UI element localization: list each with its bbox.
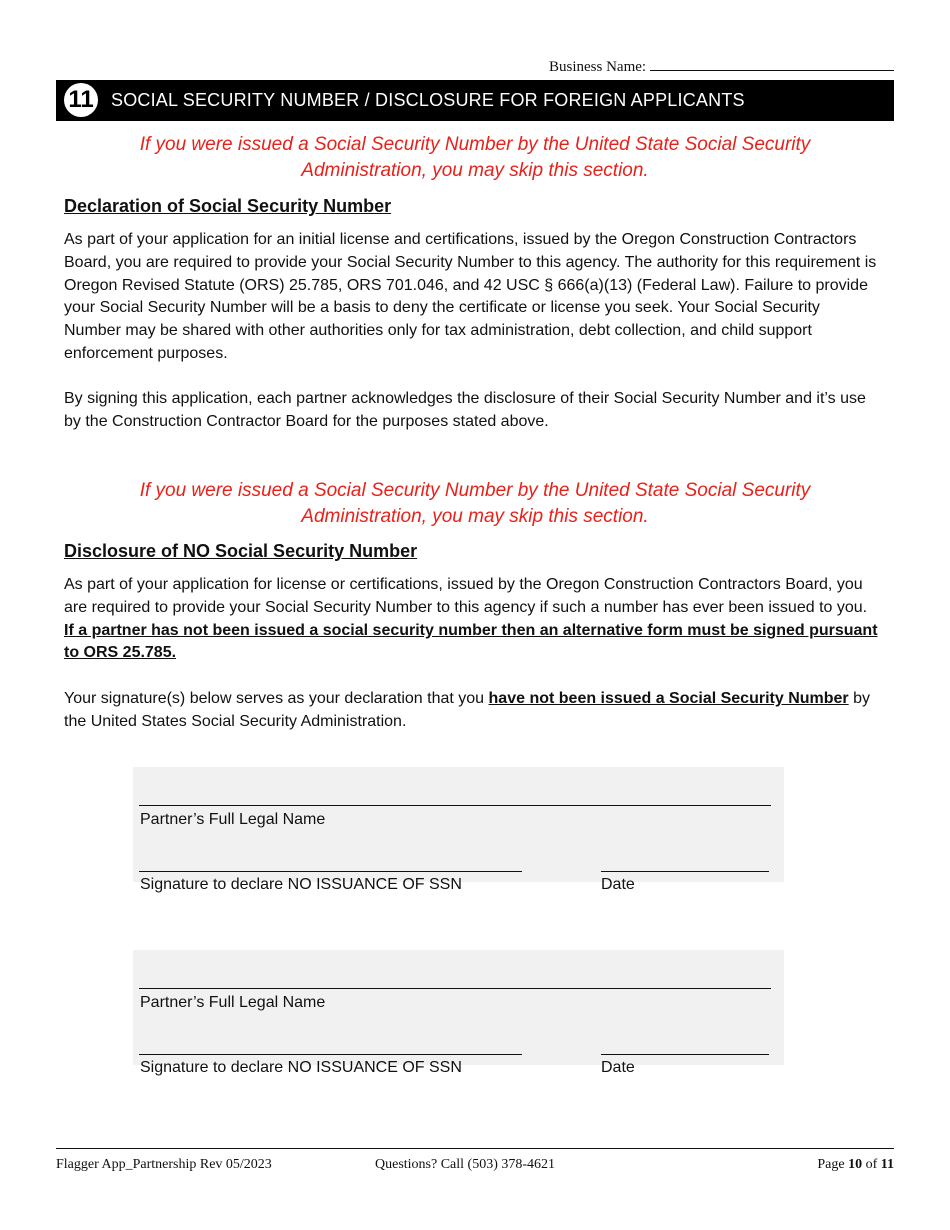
section-number-badge: 11 — [64, 83, 98, 117]
partner-name-line-1[interactable] — [139, 805, 771, 806]
disclosure-paragraph-2-end: by the United States Social Security Administration. — [64, 690, 870, 730]
date-line-2[interactable] — [601, 1054, 769, 1055]
signature-block-2 — [133, 950, 784, 1076]
skip-note-1-line-2: Administration, you may skip this section. — [301, 160, 649, 181]
signature-label-2: Signature to declare NO ISSUANCE OF SSN — [140, 1059, 462, 1076]
page-current: 10 — [848, 1157, 863, 1172]
page-prefix: Page — [817, 1157, 845, 1172]
section-header-bar — [56, 80, 894, 121]
business-name-input-line[interactable] — [650, 56, 894, 71]
declaration-paragraph-1: As part of your application for an initial license and certifications, issued by the Oregon Construction Contractors Board, you are required to provide your Social Security Number to this agency. The authority for this requirement is Oregon Revised Statute (ORS) 25.785, ORS 701.046, and 42 USC § 666(a)(13) (Federal Law). Failure to provide your Social Security Number will be a basis to deny the certificate or license you seek. Your Social Security Number may be shared with other authorities only for tax administration, debt collection, and child support enforcement purposes. — [64, 231, 877, 362]
signature-block-1 — [133, 767, 784, 893]
no-ssn-declaration-emphasis: have not been issued a Social Security Number — [488, 690, 849, 707]
signature-line-2[interactable] — [139, 1054, 522, 1055]
business-name-field — [549, 56, 894, 76]
skip-note-1 — [80, 132, 870, 184]
disclosure-paragraph-1 — [64, 574, 879, 665]
declaration-paragraph-2: By signing this application, each partner acknowledges the disclosure of their Social Security Number and it’s use by the Construction Contractor Board for the purposes stated above. — [64, 390, 866, 430]
section-title: SOCIAL SECURITY NUMBER / DISCLOSURE FOR FOREIGN APPLICANTS — [111, 90, 745, 110]
page-total: 11 — [880, 1157, 894, 1172]
date-line-1[interactable] — [601, 871, 769, 872]
partner-name-line-2[interactable] — [139, 988, 771, 989]
disclosure-paragraph-2 — [64, 688, 879, 734]
date-label-1: Date — [601, 876, 635, 893]
signature-line-1[interactable] — [139, 871, 522, 872]
footer-page-number — [817, 1157, 894, 1173]
skip-note-2-line-2: Administration, you may skip this section. — [301, 506, 649, 527]
footer-form-id: Flagger App_Partnership Rev 05/2023 — [56, 1157, 272, 1172]
partner-name-label-1: Partner’s Full Legal Name — [140, 811, 326, 828]
disclosure-paragraph-2-start: Your signature(s) below serves as your declaration that you — [64, 690, 489, 707]
skip-note-1-line-1: If you were issued a Social Security Number by the United State Social Security — [139, 134, 811, 155]
disclosure-paragraph-1-text: As part of your application for license or certifications, issued by the Oregon Construction Contractors Board, you are required to provide your Social Security Number to this agency if such a number has ever been issued to you. — [64, 576, 868, 616]
date-label-2: Date — [601, 1059, 635, 1076]
footer-rule — [56, 1148, 894, 1149]
business-name-label: Business Name: — [549, 59, 647, 75]
declaration-heading: Declaration of Social Security Number — [64, 196, 392, 216]
partner-name-label-2: Partner’s Full Legal Name — [140, 994, 326, 1011]
skip-note-2-line-1: If you were issued a Social Security Number by the United State Social Security — [139, 480, 811, 501]
skip-note-2 — [80, 478, 870, 530]
signature-label-1: Signature to declare NO ISSUANCE OF SSN — [140, 876, 462, 893]
alternative-form-notice: If a partner has not been issued a social security number then an alternative form must be signed pursuant to ORS 25.785. — [64, 621, 878, 662]
footer-questions: Questions? Call (503) 378-4621 — [375, 1157, 556, 1172]
page-of: of — [865, 1157, 878, 1172]
disclosure-heading: Disclosure of NO Social Security Number — [64, 541, 418, 561]
